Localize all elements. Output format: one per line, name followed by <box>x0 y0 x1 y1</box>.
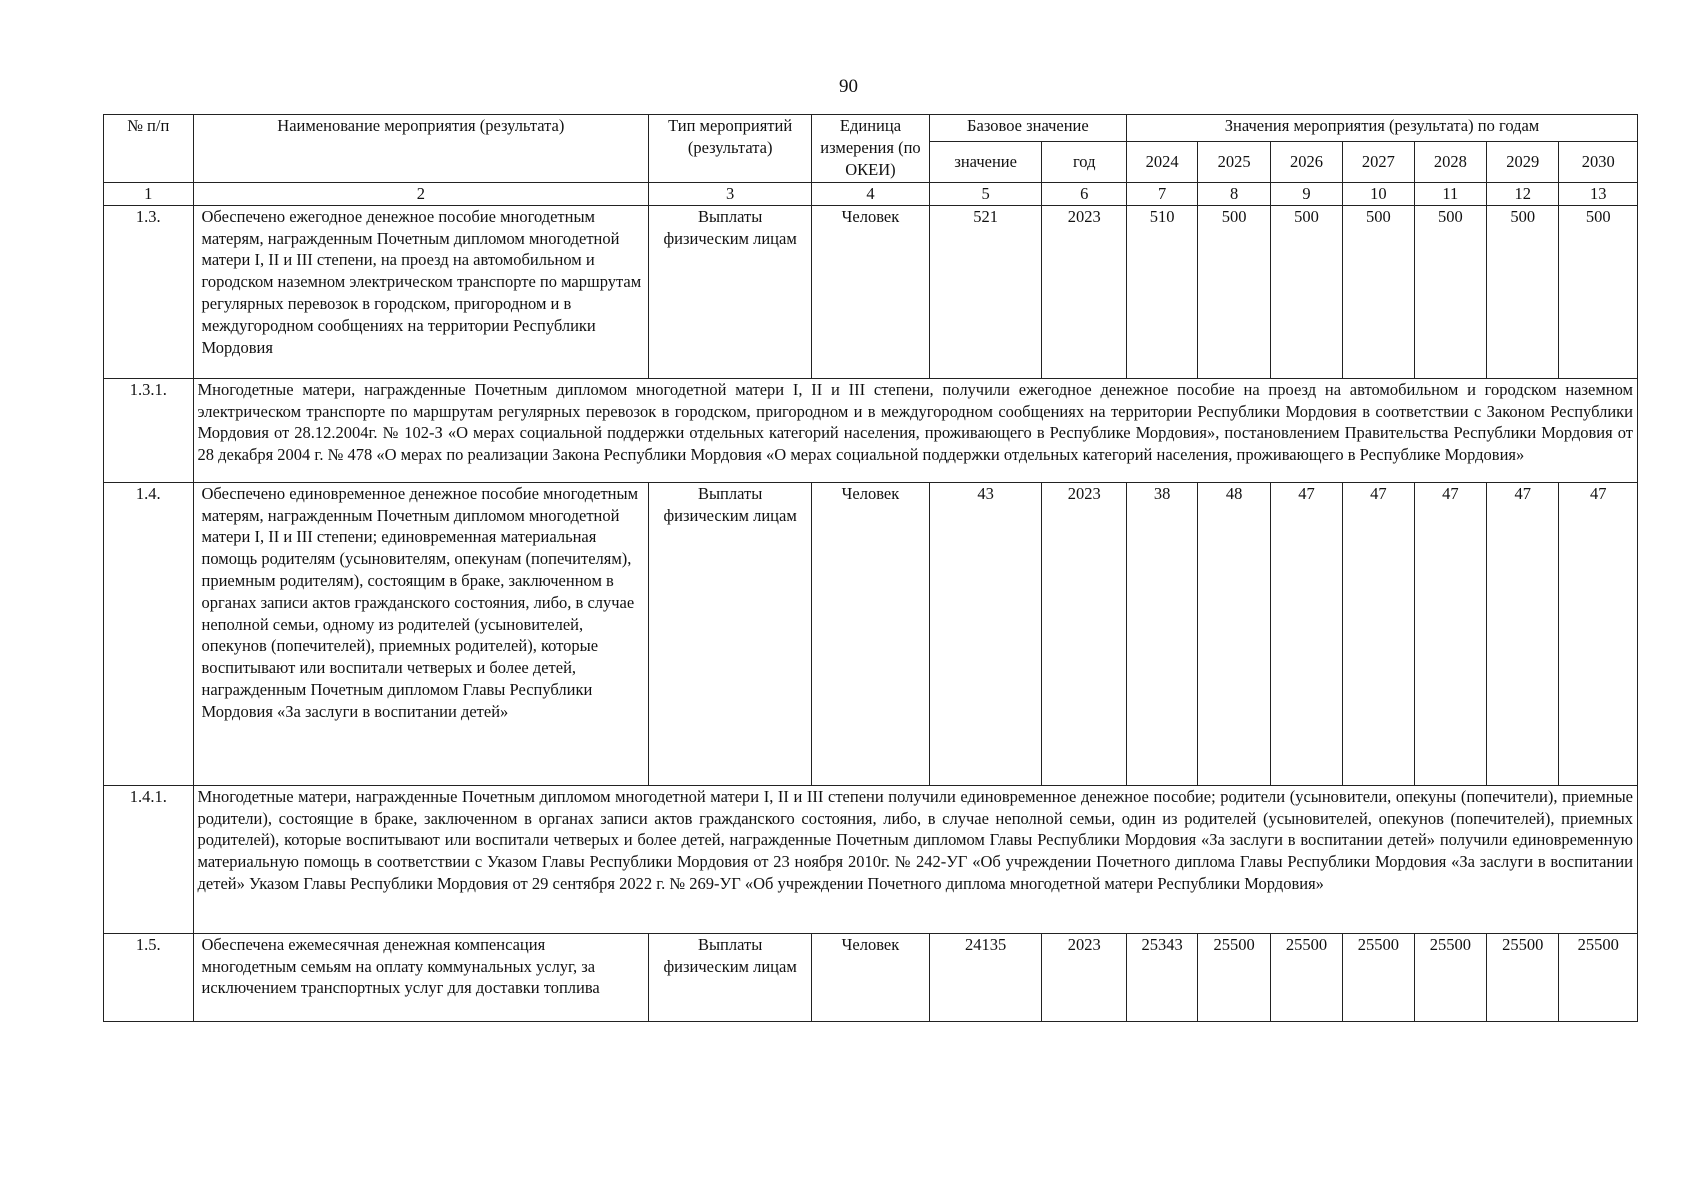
year-value-2030: 500 <box>1559 205 1638 378</box>
table-row <box>104 933 1638 1021</box>
header-unit: Единица измерения (по ОКЕИ) <box>812 115 930 183</box>
column-number: 3 <box>649 183 812 206</box>
row-number: 1.3.1. <box>104 378 194 482</box>
row-number: 1.4.1. <box>104 785 194 933</box>
header-year-2028: 2028 <box>1414 142 1486 183</box>
column-number: 10 <box>1343 183 1414 206</box>
year-value-2025: 25500 <box>1198 933 1270 1021</box>
measure-name: Обеспечено ежегодное денежное пособие многодетным матерям, награжденным Почетным дипломом многодетной матери I, II и III степени, на проезд на автомобильном и городском наземном электрическом транспорте по маршрутам регулярных перевозок в городском, пригородном и в междугородном сообщениях на территории Республики Мордовия <box>193 205 649 378</box>
measure-type: Выплаты физическим лицам <box>649 482 812 785</box>
column-number: 2 <box>193 183 649 206</box>
measure-unit: Человек <box>812 933 930 1021</box>
year-value-2029: 25500 <box>1487 933 1559 1021</box>
header-name: Наименование мероприятия (результата) <box>193 115 649 183</box>
base-value: 521 <box>929 205 1042 378</box>
column-number: 11 <box>1414 183 1486 206</box>
base-year: 2023 <box>1042 933 1127 1021</box>
year-value-2026: 47 <box>1270 482 1342 785</box>
column-number: 12 <box>1487 183 1559 206</box>
year-value-2026: 500 <box>1270 205 1342 378</box>
header-type: Тип мероприятий (результата) <box>649 115 812 183</box>
year-value-2028: 25500 <box>1414 933 1486 1021</box>
base-year: 2023 <box>1042 482 1127 785</box>
year-value-2029: 500 <box>1487 205 1559 378</box>
year-value-2027: 47 <box>1343 482 1414 785</box>
header-year-2027: 2027 <box>1343 142 1414 183</box>
measure-type: Выплаты физическим лицам <box>649 933 812 1021</box>
result-description: Многодетные матери, награжденные Почетным дипломом многодетной матери I, II и III степени, получили ежегодное денежное пособие на проезд на автомобильном и городском наземном электрическом транспорте по маршрутам регулярных перевозок в городском, пригородном и в междугородном сообщениях на территории Республики Мордовия в соответствии с Законом Республики Мордовия от 28.12.2004г. № 102-З «О мерах социальной поддержки отдельных категорий населения, проживающего в Республике Мордовия», постановлением Правительства Республики Мордовия от 28 декабря 2004 г. № 478 «О мерах по реализации Закона Республики Мордовия «О мерах социальной поддержки отдельных категорий населения, проживающего в Республике Мордовия» <box>193 378 1637 482</box>
base-value: 43 <box>929 482 1042 785</box>
header-base-year: год <box>1042 142 1127 183</box>
column-index-row <box>104 183 1638 206</box>
header-num: № п/п <box>104 115 194 183</box>
column-number: 1 <box>104 183 194 206</box>
measure-type: Выплаты физическим лицам <box>649 205 812 378</box>
measure-name: Обеспечена ежемесячная денежная компенсация многодетным семьям на оплату коммунальных услуг, за исключением транспортных услуг для доставки топлива <box>193 933 649 1021</box>
measure-name: Обеспечено единовременное денежное пособие многодетным матерям, награжденным Почетным дипломом многодетной матери I, II и III степени; единовременная материальная помощь родителям (усыновителям, опекунам (попечителям), приемным родителям), состоящим в браке, заключенном в органах записи актов гражданского состояния, либо, в случае неполной семьи, одному из родителей (усыновителей, опекунов (попечителей), приемных родителей), которые воспитывают или воспитали четверых и более детей, награжденным Почетным дипломом Главы Республики Мордовия «За заслуги в воспитании детей» <box>193 482 649 785</box>
header-year-2030: 2030 <box>1559 142 1638 183</box>
year-value-2030: 47 <box>1559 482 1638 785</box>
header-year-2026: 2026 <box>1270 142 1342 183</box>
year-value-2030: 25500 <box>1559 933 1638 1021</box>
header-year-2029: 2029 <box>1487 142 1559 183</box>
base-value: 24135 <box>929 933 1042 1021</box>
year-value-2024: 25343 <box>1126 933 1197 1021</box>
year-value-2027: 25500 <box>1343 933 1414 1021</box>
table-row <box>104 482 1638 785</box>
table-row <box>104 785 1638 933</box>
header-base: Базовое значение <box>929 115 1126 142</box>
column-number: 5 <box>929 183 1042 206</box>
year-value-2024: 38 <box>1126 482 1197 785</box>
column-number: 13 <box>1559 183 1638 206</box>
row-number: 1.4. <box>104 482 194 785</box>
header-year-2025: 2025 <box>1198 142 1270 183</box>
column-number: 6 <box>1042 183 1127 206</box>
measure-unit: Человек <box>812 205 930 378</box>
table-row <box>104 378 1638 482</box>
measures-table <box>103 114 1638 1022</box>
year-value-2028: 500 <box>1414 205 1486 378</box>
year-value-2028: 47 <box>1414 482 1486 785</box>
year-value-2025: 500 <box>1198 205 1270 378</box>
base-year: 2023 <box>1042 205 1127 378</box>
year-value-2024: 510 <box>1126 205 1197 378</box>
page-number: 90 <box>839 76 858 97</box>
header-base-value: значение <box>929 142 1042 183</box>
header-year-2024: 2024 <box>1126 142 1197 183</box>
table-row <box>104 205 1638 378</box>
header-row-1 <box>104 115 1638 142</box>
column-number: 9 <box>1270 183 1342 206</box>
year-value-2027: 500 <box>1343 205 1414 378</box>
measure-unit: Человек <box>812 482 930 785</box>
column-number: 7 <box>1126 183 1197 206</box>
row-number: 1.3. <box>104 205 194 378</box>
result-description: Многодетные матери, награжденные Почетным дипломом многодетной матери I, II и III степени получили единовременное денежное пособие; родители (усыновители, опекуны (попечители), приемные родители), состоящие в браке, заключенном в органах записи актов гражданского состояния, либо, в случае неполной семьи, один из родителей (усыновителей, опекунов (попечителей), приемных родителей), которые воспитывают или воспитали четверых и более детей, награжденные Почетным дипломом Главы Республики Мордовия «За заслуги в воспитании детей» получили единовременную материальную помощь в соответствии с Указом Главы Республики Мордовия от 23 ноября 2010г. № 242-УГ «Об учреждении Почетного диплома Главы Республики Мордовия «За заслуги в воспитании детей» Указом Главы Республики Мордовия от 29 сентября 2022 г. № 269-УГ «Об учреждении Почетного диплома многодетной матери Республики Мордовия» <box>193 785 1637 933</box>
year-value-2026: 25500 <box>1270 933 1342 1021</box>
column-number: 8 <box>1198 183 1270 206</box>
column-number: 4 <box>812 183 930 206</box>
row-number: 1.5. <box>104 933 194 1021</box>
year-value-2025: 48 <box>1198 482 1270 785</box>
header-years-title: Значения мероприятия (результата) по годам <box>1126 115 1637 142</box>
year-value-2029: 47 <box>1487 482 1559 785</box>
